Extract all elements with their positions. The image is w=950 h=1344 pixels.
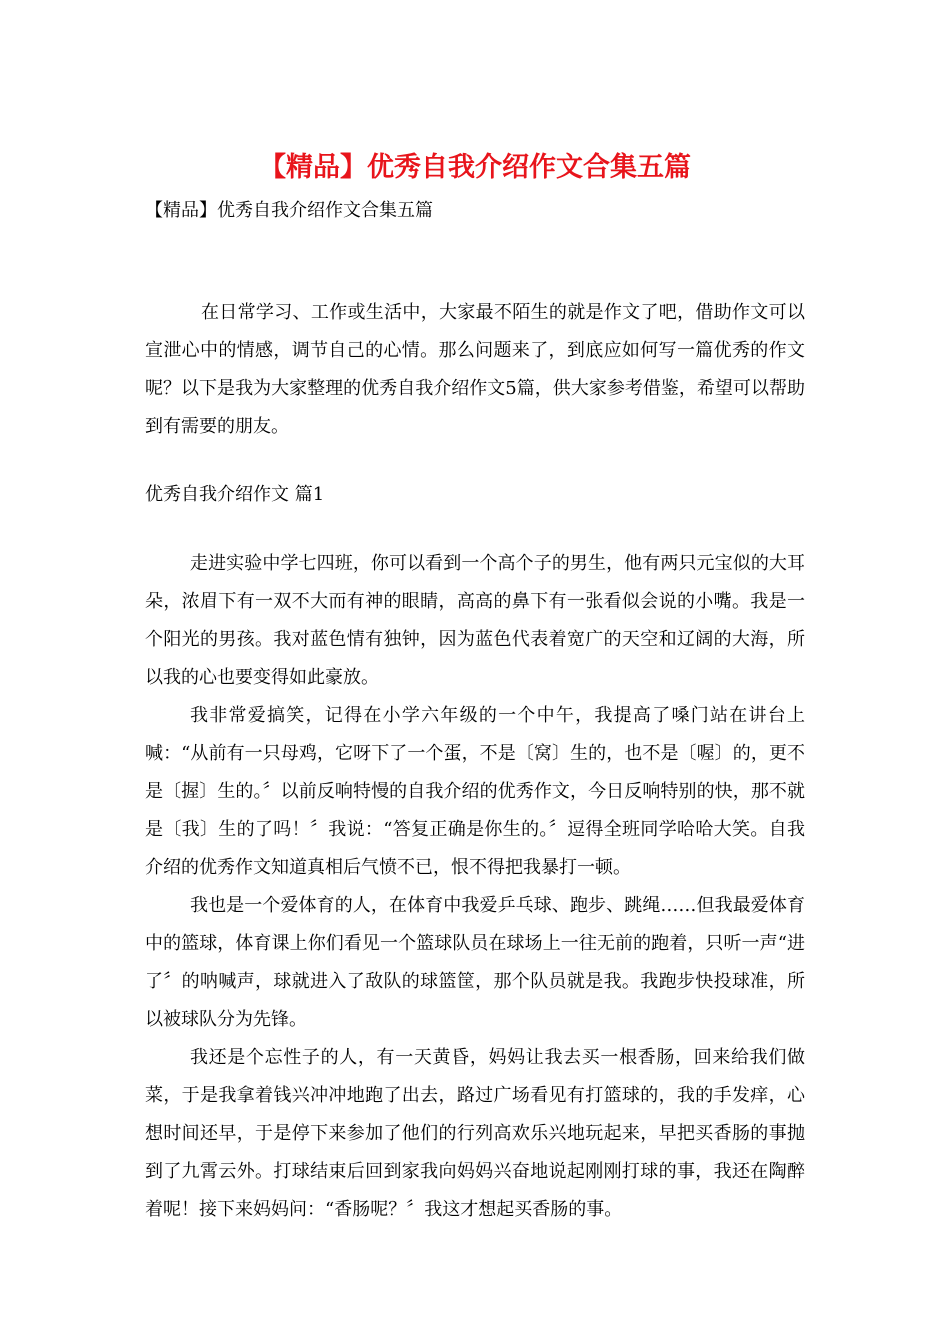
- essay-paragraph: 我也是一个爱体育的人，在体育中我爱乒乓球、跑步、跳绳……但我最爱体育中的篮球，体育课上你们看见一个篮球队员在球场上一往无前的跑着，只听一声“进了〞的呐喊声，球就进入了敌队的球篮筐，那个队员就是我。我跑步快投球准，所以被球队分为先锋。: [145, 895, 805, 1030]
- essay-paragraph: 我非常爱搞笑，记得在小学六年级的一个中午，我提高了嗓门站在讲台上喊：“从前有一只母鸡，它呀下了一个蛋，不是〔窝〕生的，也不是〔喔〕的，更不是〔握〕生的。〞以前反响特慢的自我介绍的优秀作文，今日反响特别的快，那不就是〔我〕生的了吗！〞我说：“答复正确是你生的。〞逗得全班同学哈哈大笑。自我介绍的优秀作文知道真相后气愤不已，恨不得把我暴打一顿。: [145, 705, 805, 878]
- intro-block: [145, 294, 805, 446]
- section-heading: 优秀自我介绍作文 篇1: [145, 484, 325, 505]
- essay-body: [145, 545, 805, 1229]
- document-title: 【精品】优秀自我介绍作文合集五篇: [259, 152, 691, 183]
- document-subtitle: 【精品】优秀自我介绍作文合集五篇: [145, 200, 433, 221]
- intro-paragraph: 在日常学习、工作或生活中，大家最不陌生的就是作文了吧，借助作文可以宣泄心中的情感，调节自己的心情。那么问题来了，到底应如何写一篇优秀的作文呢？以下是我为大家整理的优秀自我介绍作文5篇，供大家参考借鉴，希望可以帮助到有需要的朋友。: [145, 302, 805, 437]
- essay-paragraph: 我还是个忘性子的人，有一天黄昏，妈妈让我去买一根香肠，回来给我们做菜，于是我拿着钱兴冲冲地跑了出去，路过广场看见有打篮球的，我的手发痒，心想时间还早，于是停下来参加了他们的行列高欢乐兴地玩起来，早把买香肠的事抛到了九霄云外。打球结束后回到家我向妈妈兴奋地说起刚刚打球的事，我还在陶醉着呢！接下来妈妈问：“香肠呢？〞我这才想起买香肠的事。: [145, 1047, 805, 1220]
- essay-paragraph: 走进实验中学七四班，你可以看到一个高个子的男生，他有两只元宝似的大耳朵，浓眉下有一双不大而有神的眼睛，高高的鼻下有一张看似会说的小嘴。我是一个阳光的男孩。我对蓝色情有独钟，因为蓝色代表着宽广的天空和辽阔的大海，所以我的心也要变得如此豪放。: [145, 553, 805, 688]
